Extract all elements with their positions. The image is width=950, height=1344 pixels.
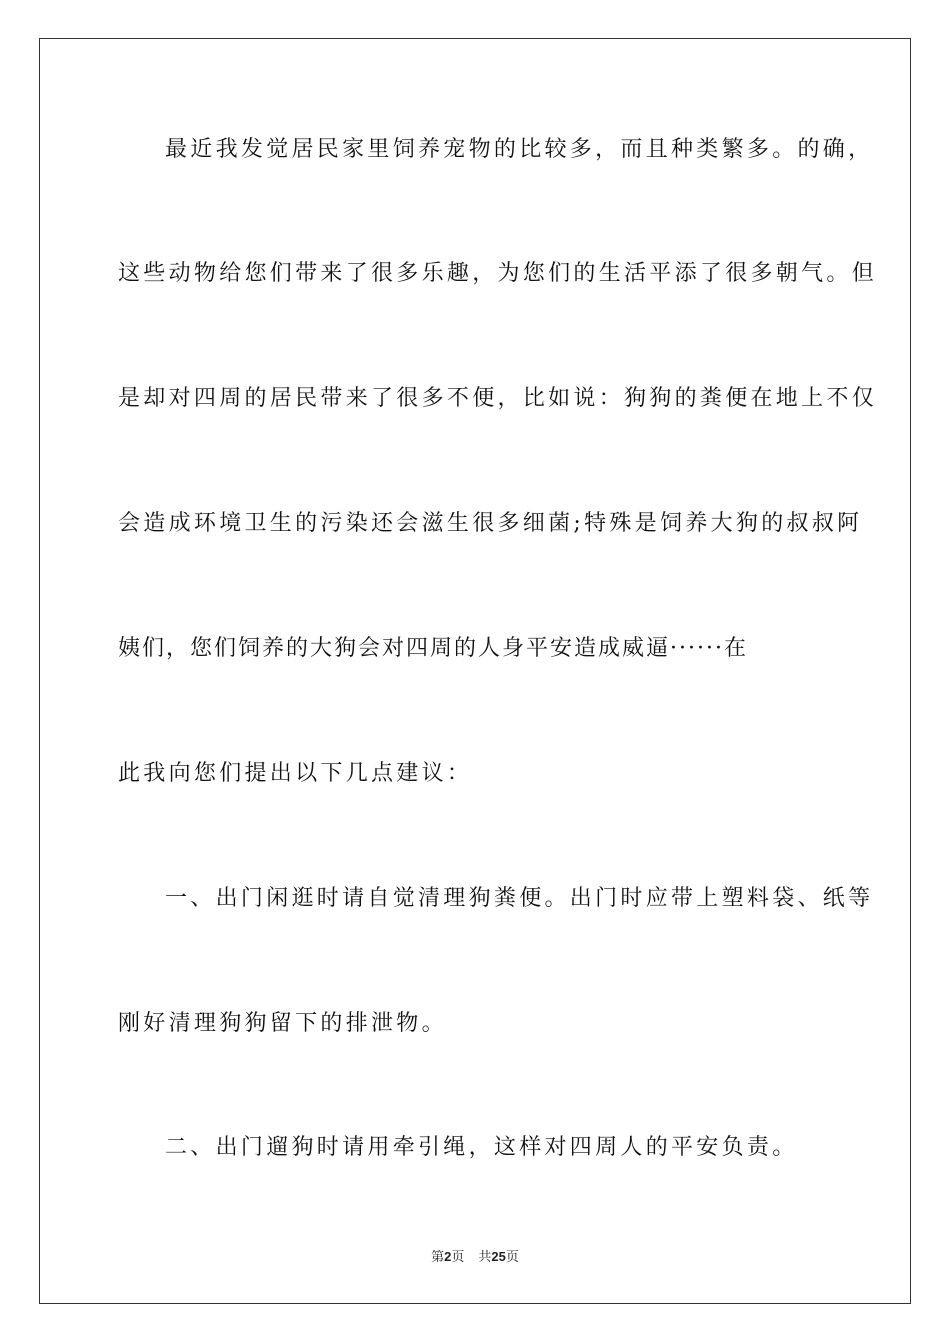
page-suffix: 页 [451, 1250, 465, 1265]
page-footer [0, 1248, 950, 1267]
list-item-line: 二、出门遛狗时请用牵引绳，这样对四周人的平安负责。 [165, 1135, 798, 1160]
paragraph-line: 最近我发觉居民家里饲养宠物的比较多，而且种类繁多。的确， [165, 137, 874, 162]
paragraph-line: 姨们，您们饲养的大狗会对四周的人身平安造成威逼······在 [118, 636, 748, 661]
page-border [39, 38, 911, 1304]
total-suffix: 页 [505, 1250, 519, 1265]
total-prefix: 共 [478, 1250, 492, 1265]
page-prefix: 第 [431, 1250, 445, 1265]
paragraph-line: 是却对四周的居民带来了很多不便，比如说：狗狗的粪便在地上不仅 [118, 386, 878, 411]
paragraph-line: 此我向您们提出以下几点建议： [118, 761, 473, 786]
list-item-line: 一、出门闲逛时请自觉清理狗粪便。出门时应带上塑料袋、纸等 [165, 886, 874, 911]
paragraph-line: 这些动物给您们带来了很多乐趣，为您们的生活平添了很多朝气。但 [118, 261, 878, 286]
list-item-line: 刚好清理狗狗留下的排泄物。 [118, 1011, 447, 1036]
page-number: 2 [444, 1249, 452, 1264]
paragraph-line: 会造成环境卫生的污染还会滋生很多细菌;特殊是饲养大狗的叔叔阿 [118, 511, 863, 536]
total-pages: 25 [491, 1249, 506, 1264]
